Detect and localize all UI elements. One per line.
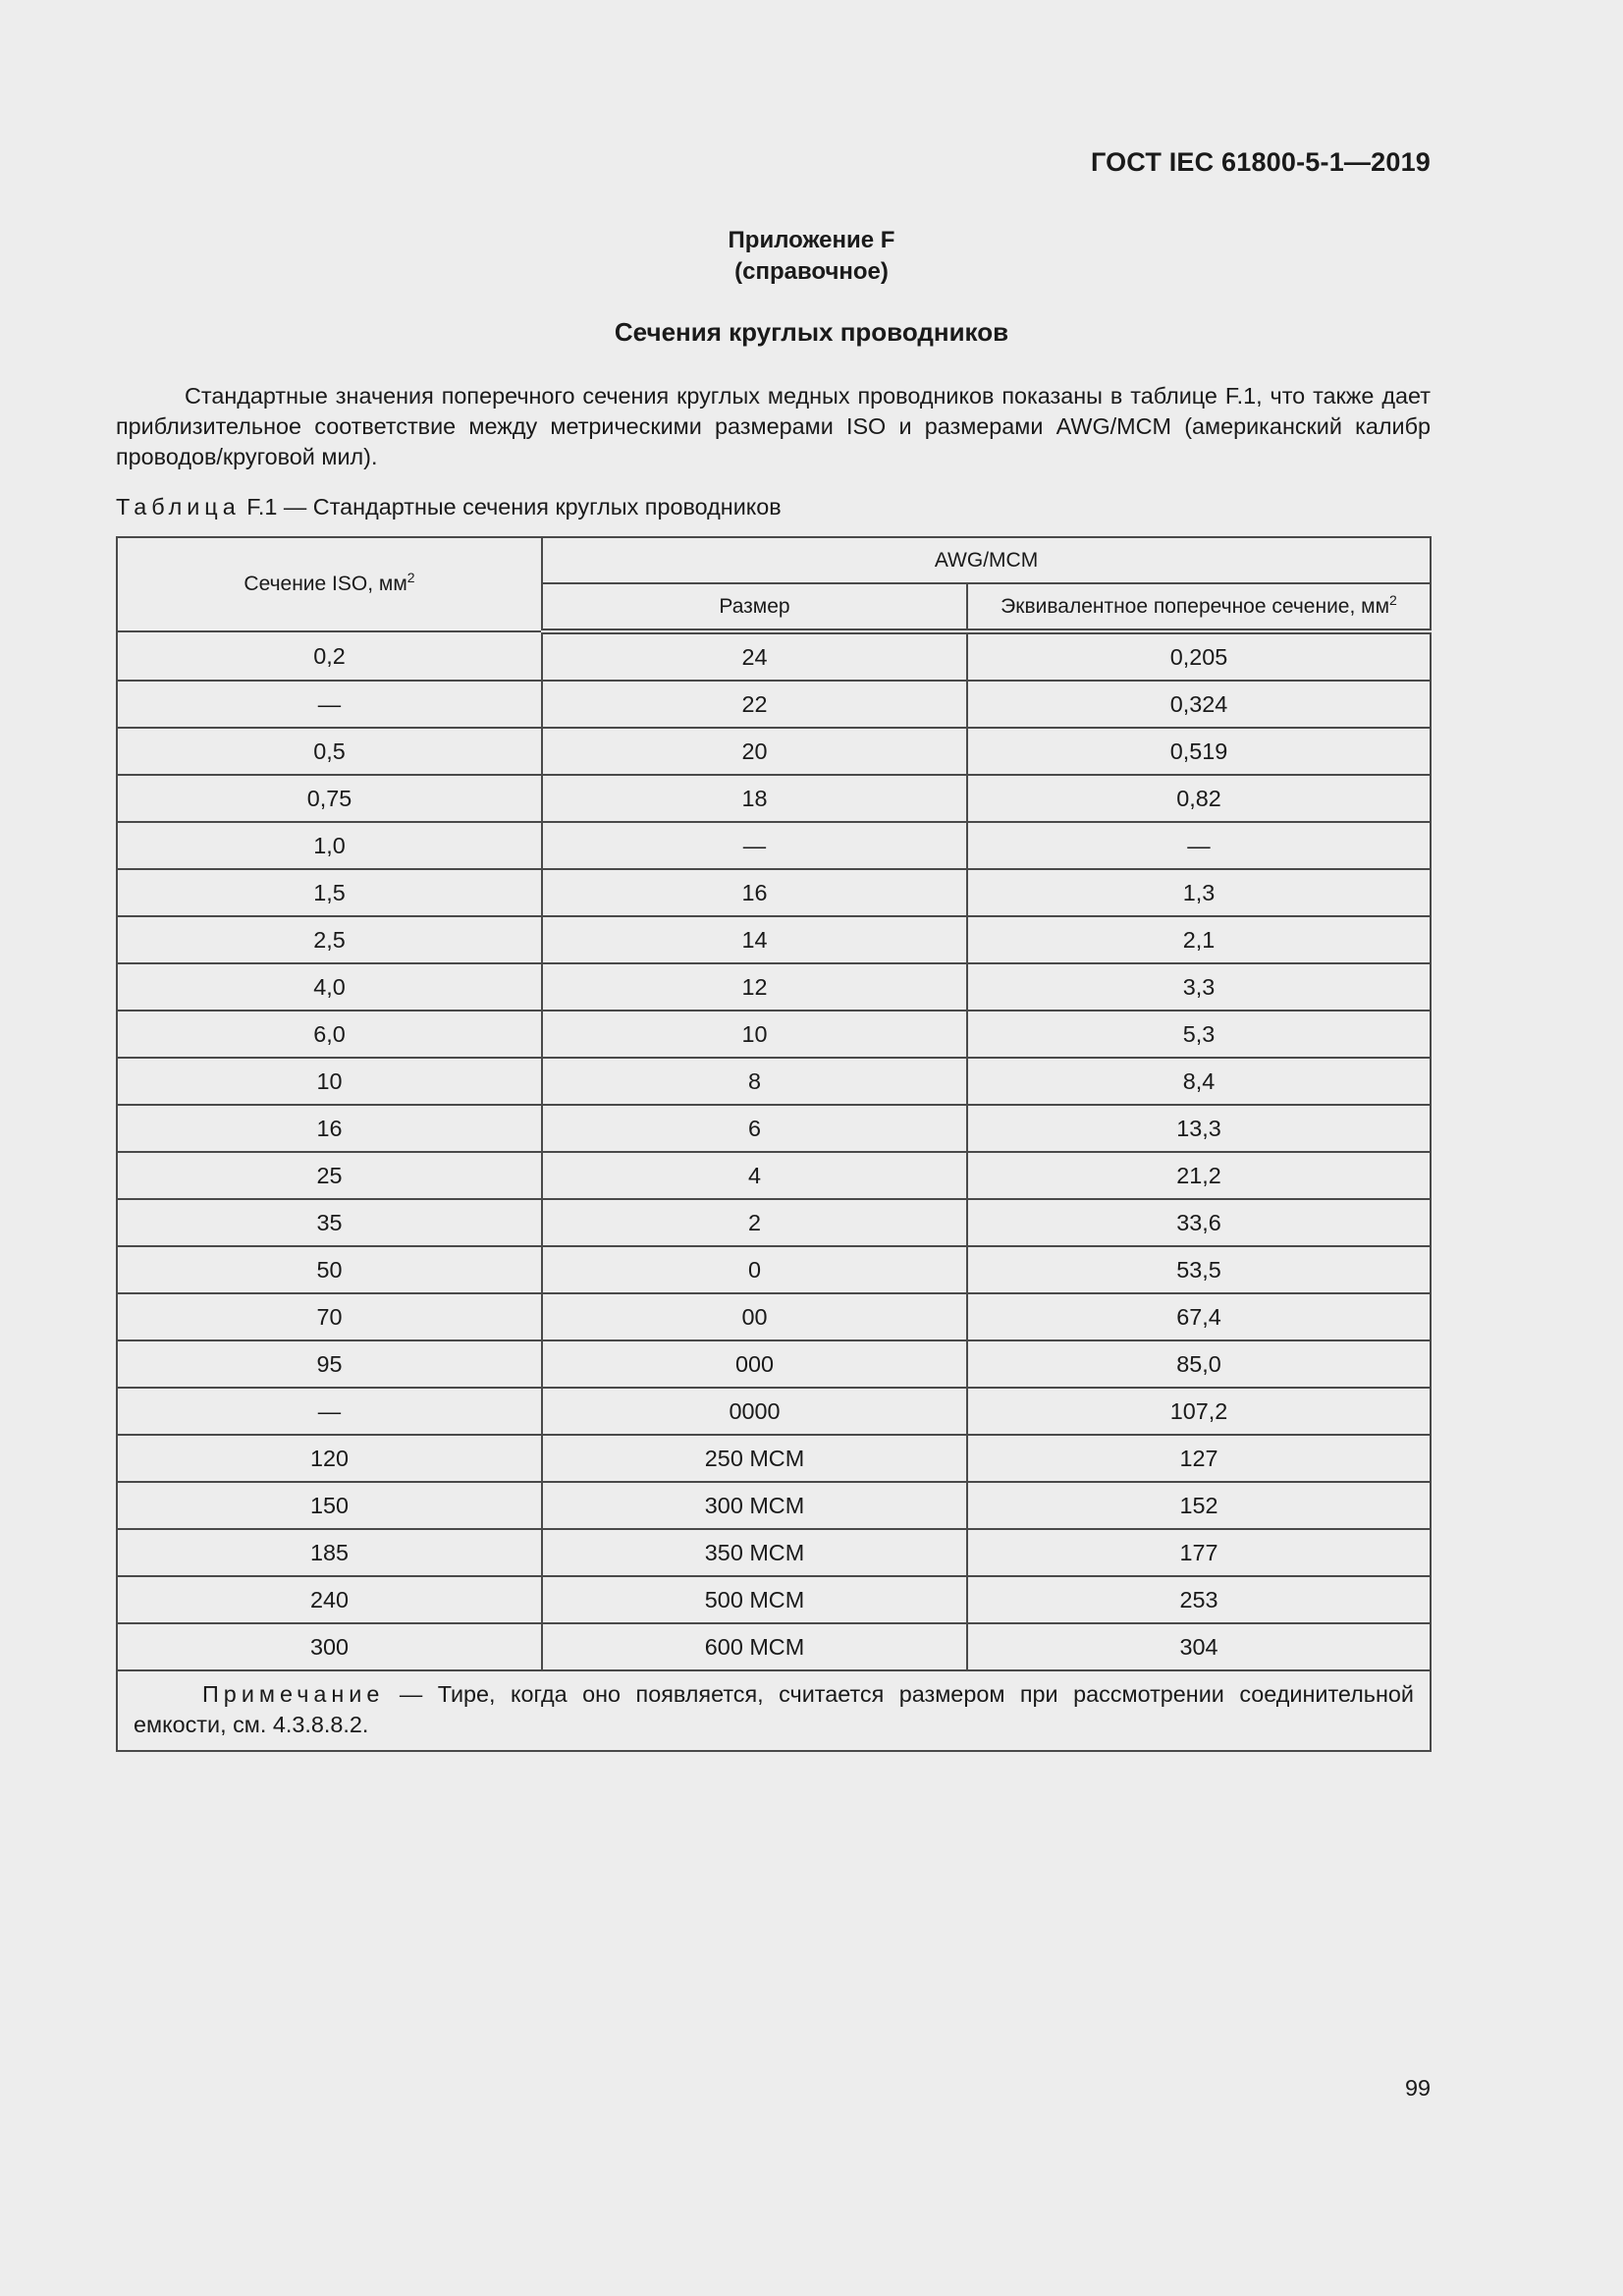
cell-iso-section: 70 (117, 1293, 542, 1340)
table-row (117, 775, 1431, 822)
table-caption-text: F.1 — Стандартные сечения круглых проводников (240, 494, 782, 519)
cell-awg-size: 250 MCM (542, 1435, 967, 1482)
cell-iso-section: 240 (117, 1576, 542, 1623)
cell-equivalent-section: 5,3 (967, 1011, 1431, 1058)
table-row (117, 869, 1431, 916)
header-iso-section: Сечение ISO, $мм^2$ (117, 537, 542, 631)
cell-equivalent-section: 67,4 (967, 1293, 1431, 1340)
cell-equivalent-section: 177 (967, 1529, 1431, 1576)
cell-awg-size: 00 (542, 1293, 967, 1340)
table-row (117, 1058, 1431, 1105)
cell-equivalent-section: 33,6 (967, 1199, 1431, 1246)
cell-equivalent-section: 253 (967, 1576, 1431, 1623)
cell-awg-size: 000 (542, 1340, 967, 1388)
table-caption (116, 494, 782, 520)
cell-awg-size: 0 (542, 1246, 967, 1293)
table-row (117, 1293, 1431, 1340)
table-row (117, 681, 1431, 728)
table-row (117, 1576, 1431, 1623)
cell-awg-size: 14 (542, 916, 967, 963)
cell-equivalent-section: 152 (967, 1482, 1431, 1529)
table-row (117, 822, 1431, 869)
cell-equivalent-section: 21,2 (967, 1152, 1431, 1199)
cell-equivalent-section: 304 (967, 1623, 1431, 1670)
cell-iso-section: 300 (117, 1623, 542, 1670)
conductor-sections-table (116, 536, 1432, 1752)
table-body (117, 631, 1431, 1670)
table-row (117, 1340, 1431, 1388)
cell-iso-section: 1,5 (117, 869, 542, 916)
cell-iso-section: 2,5 (117, 916, 542, 963)
table-row (117, 963, 1431, 1011)
cell-iso-section: 95 (117, 1340, 542, 1388)
table-row (117, 1152, 1431, 1199)
cell-awg-size: 0000 (542, 1388, 967, 1435)
cell-equivalent-section: 85,0 (967, 1340, 1431, 1388)
cell-equivalent-section: 8,4 (967, 1058, 1431, 1105)
cell-iso-section: 120 (117, 1435, 542, 1482)
table-caption-label: Таблица (116, 494, 241, 519)
cell-awg-size: 22 (542, 681, 967, 728)
header-awg-group: AWG/MCM (542, 537, 1431, 583)
table-row (117, 1246, 1431, 1293)
table-row (117, 1435, 1431, 1482)
cell-awg-size: 16 (542, 869, 967, 916)
cell-awg-size: 18 (542, 775, 967, 822)
cell-equivalent-section: 0,519 (967, 728, 1431, 775)
table-row (117, 1623, 1431, 1670)
cell-iso-section: 25 (117, 1152, 542, 1199)
cell-awg-size: 10 (542, 1011, 967, 1058)
cell-equivalent-section: 127 (967, 1435, 1431, 1482)
cell-iso-section: — (117, 681, 542, 728)
header-equivalent-section: Эквивалентное поперечное сечение, $мм^2$ (967, 583, 1431, 631)
cell-awg-size: 4 (542, 1152, 967, 1199)
cell-equivalent-section: — (967, 822, 1431, 869)
note-label: Примечание (202, 1681, 385, 1707)
standard-id-header: ГОСТ IEC 61800-5-1—2019 (1090, 147, 1431, 177)
cell-equivalent-section: 53,5 (967, 1246, 1431, 1293)
cell-equivalent-section: 13,3 (967, 1105, 1431, 1152)
cell-iso-section: 1,0 (117, 822, 542, 869)
cell-awg-size: 300 MCM (542, 1482, 967, 1529)
table-note-row (117, 1670, 1431, 1751)
table-row (117, 1529, 1431, 1576)
appendix-title: Приложение F (728, 227, 895, 253)
note-text: — Тире, когда оно появляется, считается размером при рассмотрении соединительной емкости, см. 4.3.8.8.2. (134, 1681, 1414, 1737)
cell-awg-size: 8 (542, 1058, 967, 1105)
cell-awg-size: 12 (542, 963, 967, 1011)
cell-equivalent-section: 3,3 (967, 963, 1431, 1011)
table-note (117, 1670, 1431, 1751)
table-row (117, 1011, 1431, 1058)
appendix-heading (0, 225, 1623, 288)
table-row (117, 1105, 1431, 1152)
cell-awg-size: 500 MCM (542, 1576, 967, 1623)
cell-iso-section: 4,0 (117, 963, 542, 1011)
appendix-subtitle: (справочное) (734, 258, 889, 285)
cell-equivalent-section: 0,205 (967, 631, 1431, 681)
cell-iso-section: 0,75 (117, 775, 542, 822)
cell-iso-section: 6,0 (117, 1011, 542, 1058)
cell-equivalent-section: 1,3 (967, 869, 1431, 916)
cell-iso-section: 0,5 (117, 728, 542, 775)
page-number: 99 (1404, 2075, 1431, 2101)
cell-awg-size: 600 MCM (542, 1623, 967, 1670)
cell-iso-section: — (117, 1388, 542, 1435)
table-row (117, 916, 1431, 963)
cell-awg-size: 350 MCM (542, 1529, 967, 1576)
cell-iso-section: 10 (117, 1058, 542, 1105)
cell-equivalent-section: 2,1 (967, 916, 1431, 963)
table-row (117, 1388, 1431, 1435)
cell-equivalent-section: 0,324 (967, 681, 1431, 728)
header-size: Размер (542, 583, 967, 631)
cell-iso-section: 50 (117, 1246, 542, 1293)
cell-awg-size: 2 (542, 1199, 967, 1246)
cell-equivalent-section: 0,82 (967, 775, 1431, 822)
cell-awg-size: — (542, 822, 967, 869)
table-row (117, 1482, 1431, 1529)
intro-paragraph: Стандартные значения поперечного сечения круглых медных проводников показаны в таблице F.1, что также дает приблизительное соответствие между метрическими размерами ISO и размерами AWG/MCM (американский калибр проводов/круговой мил). (116, 383, 1431, 469)
cell-equivalent-section: 107,2 (967, 1388, 1431, 1435)
cell-awg-size: 24 (542, 631, 967, 681)
table-row (117, 1199, 1431, 1246)
table-row (117, 728, 1431, 775)
cell-iso-section: 185 (117, 1529, 542, 1576)
cell-iso-section: 150 (117, 1482, 542, 1529)
cell-awg-size: 20 (542, 728, 967, 775)
table-row (117, 631, 1431, 681)
cell-awg-size: 6 (542, 1105, 967, 1152)
cell-iso-section: 16 (117, 1105, 542, 1152)
section-title: Сечения круглых проводников (614, 317, 1009, 347)
cell-iso-section: 0,2 (117, 631, 542, 681)
cell-iso-section: 35 (117, 1199, 542, 1246)
